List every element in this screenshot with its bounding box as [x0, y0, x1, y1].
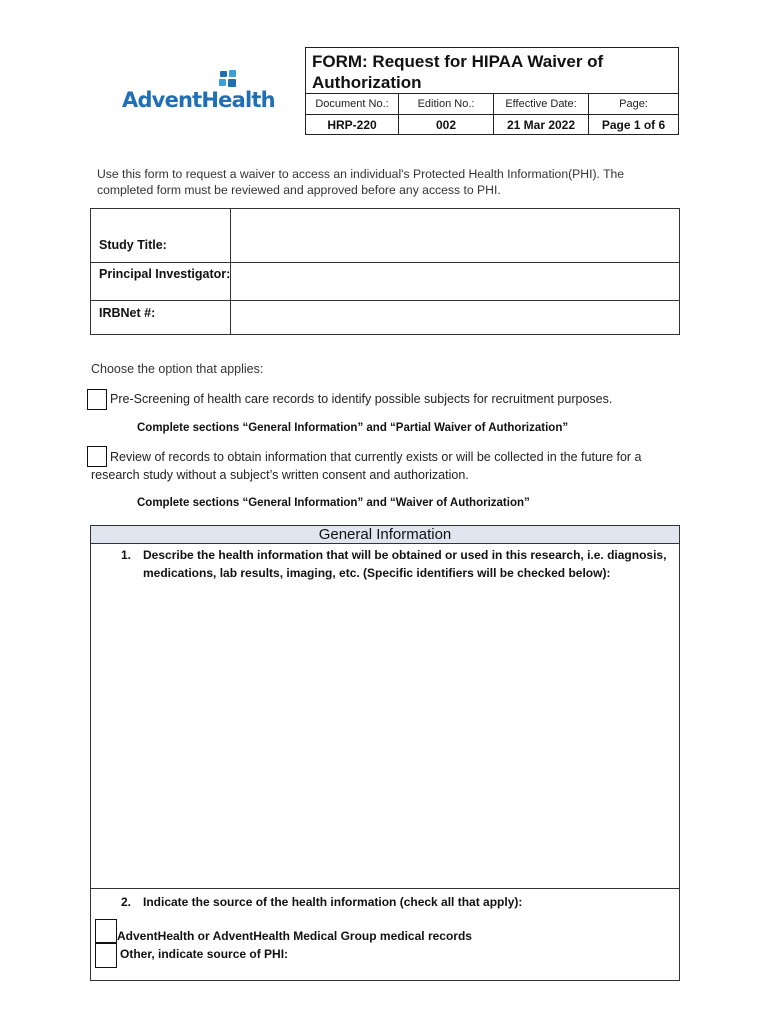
- intro-line2: completed form must be reviewed and approved before any access to PHI.: [97, 183, 501, 197]
- health-information-answer-area[interactable]: [92, 586, 678, 886]
- form-meta-values-row: [306, 114, 678, 135]
- page-label: Page:: [588, 94, 678, 114]
- document-no-value: HRP-220: [327, 118, 377, 132]
- form-title-line1: FORM: Request for HIPAA Waiver of: [312, 52, 604, 71]
- question-1-line2: medications, lab results, imaging, etc. (Specific identifiers will be checked below):: [143, 566, 611, 580]
- adventhealth-logo: [122, 70, 274, 114]
- logo-brand-text: AdventHealth: [122, 88, 275, 112]
- intro-paragraph: [97, 166, 667, 198]
- other-source-option: Other, indicate source of PHI:: [120, 947, 289, 961]
- question-1-text: [143, 546, 666, 582]
- principal-investigator-label: Principal Investigator:: [99, 267, 231, 281]
- question-1-line1: Describe the health information that will be obtained or used in this research, i.e. diagnosis,: [143, 548, 667, 562]
- study-title-label: Study Title:: [99, 238, 167, 252]
- review-records-instruction: Complete sections “General Information” and “Waiver of Authorization”: [137, 497, 530, 509]
- review-records-option-line2: research study without a subject’s written consent and authorization.: [91, 468, 469, 482]
- question-2-text: Indicate the source of the health information (check all that apply):: [143, 895, 523, 909]
- question-1-number: 1.: [121, 548, 132, 562]
- form-meta-grid: [306, 93, 678, 135]
- principal-investigator-field[interactable]: [231, 263, 679, 300]
- intro-line1: Use this form to request a waiver to access an individual's Protected Health Information(PHI). The: [97, 167, 625, 181]
- effective-date-label: Effective Date:: [493, 94, 588, 114]
- document-no-label: Document No.:: [315, 98, 389, 110]
- review-records-checkbox[interactable]: [87, 446, 107, 467]
- page-value: Page 1 of 6: [588, 115, 678, 135]
- prescreening-instruction: Complete sections “General Information” and “Partial Waiver of Authorization”: [137, 422, 569, 434]
- form-header-box: [305, 47, 679, 135]
- review-records-option-line1: Review of records to obtain information that currently exists or will be collected in the future for a: [110, 450, 642, 464]
- general-information-section: [90, 525, 680, 981]
- prescreening-option-text: Pre-Screening of health care records to identify possible subjects for recruitment purposes.: [110, 392, 613, 406]
- form-meta-labels-row: [306, 93, 678, 114]
- irbnet-label: IRBNet #:: [99, 306, 156, 320]
- question-divider: [91, 888, 679, 889]
- edition-no-value: 002: [398, 115, 493, 135]
- form-title-line2: Authorization: [312, 73, 422, 92]
- question-2-number: 2.: [121, 895, 132, 909]
- edition-no-label: Edition No.:: [398, 94, 493, 114]
- study-info-table: [90, 208, 680, 335]
- form-title: [312, 51, 603, 93]
- other-source-checkbox[interactable]: [95, 943, 117, 968]
- options-prompt: Choose the option that applies:: [91, 362, 264, 376]
- adventhealth-records-checkbox[interactable]: [95, 919, 117, 943]
- general-information-heading: General Information: [91, 526, 679, 544]
- adventhealth-records-option: AdventHealth or AdventHealth Medical Group medical records: [117, 929, 472, 943]
- irbnet-field[interactable]: [231, 301, 679, 334]
- adventhealth-cross-mark-icon: [218, 70, 240, 90]
- prescreening-checkbox[interactable]: [87, 389, 107, 410]
- study-title-field[interactable]: [231, 209, 679, 262]
- effective-date-value: 21 Mar 2022: [493, 115, 588, 135]
